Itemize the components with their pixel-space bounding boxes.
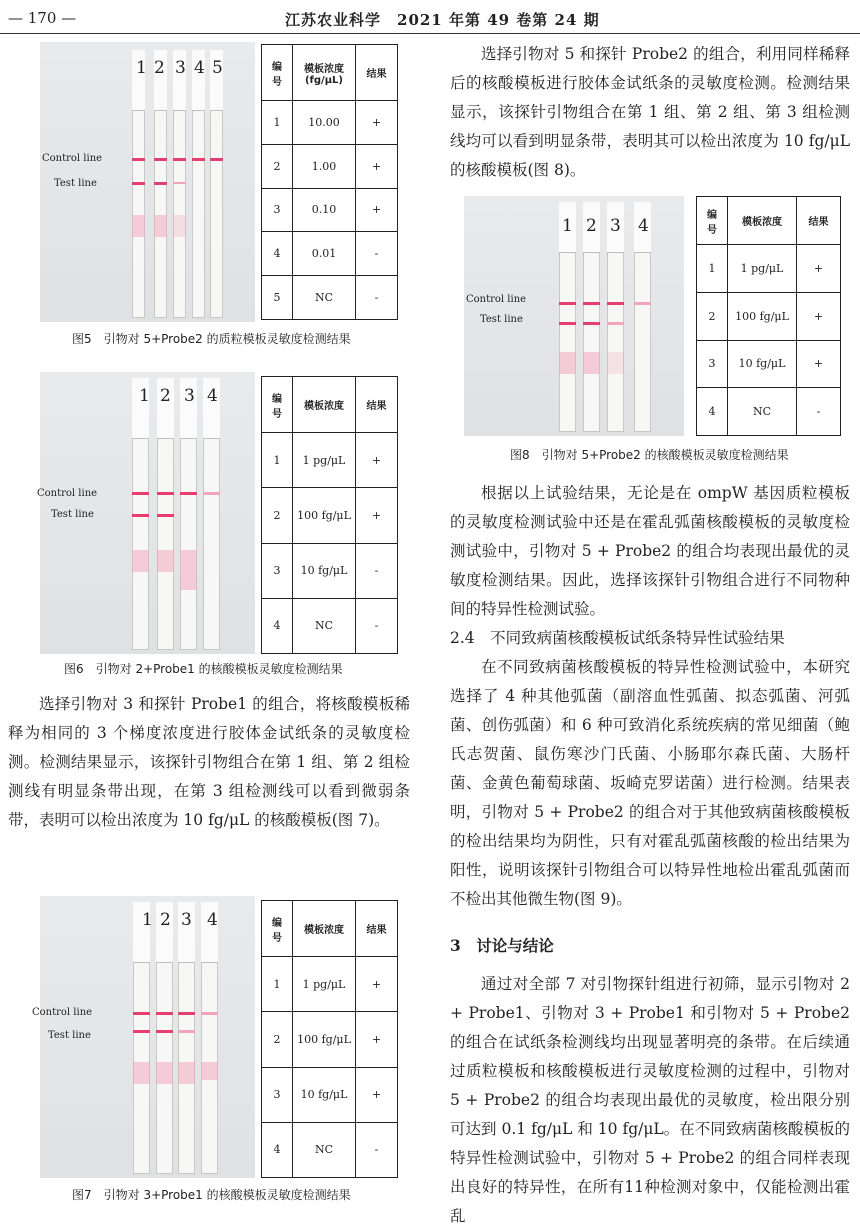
table-cell: 1 [262,101,293,145]
strip-number: 4 [194,58,205,78]
figure-5-table [261,44,398,320]
col-header-num: 编 号 [262,377,293,433]
table-cell: 4 [262,1122,293,1177]
right-paragraph-3: 在不同致病菌核酸模板的特异性检测试验中，本研究选择了 4 种其他弧菌（副溶血性弧菌、拟态弧菌、河弧菌、创伤弧菌）和 6 种可致消化系统疾病的常见细菌（鲍氏志贺菌、鼠伤寒沙门氏菌、小肠耶尔森氏菌、大肠杆菌、金黄色葡萄球菌、坂崎克罗诺菌）进行检测。结果表明，引物对 5 + Probe2 的组合对于其他致病菌核酸模板的检出结果均为阴性，只有对霍乱弧菌核酸的检出结果为阳性，说明该探针引物组合可以特异性地检出霍乱弧菌而不检出其他微生物(图 9)。 [450,658,850,908]
table-row [262,598,398,653]
table-row [262,1122,398,1177]
test-strip [154,50,167,318]
test-line-label: Test line [480,314,523,325]
table-cell: - [356,598,398,653]
table-cell: 100 fg/μL [293,1012,356,1067]
table-row [262,488,398,543]
table-cell: 2 [262,1012,293,1067]
table-cell: + [356,188,398,232]
table-row [262,188,398,232]
test-strip [607,202,624,432]
strip-number: 2 [160,386,171,406]
test-strip [203,378,220,650]
strip-number: 2 [154,58,165,78]
table-cell: 3 [262,188,293,232]
test-line-label: Test line [48,1030,91,1041]
table-cell: + [356,144,398,188]
table-cell: + [356,101,398,145]
table-cell: 10.00 [293,101,356,145]
table-cell: - [356,1122,398,1177]
col-header-num: 编 号 [262,45,293,101]
figure-5-caption: 图5 引物对 5+Probe2 的质粒模板灵敏度检测结果 [72,332,351,346]
strip-number: 2 [160,910,171,930]
table-cell: + [797,292,841,340]
test-strip [132,378,149,650]
table-cell: - [356,543,398,598]
figure-5-photo [40,42,255,322]
table-cell: 2 [697,292,728,340]
col-header-conc: 模板浓度 [293,377,356,433]
table-cell: + [356,957,398,1012]
table-cell: - [356,232,398,276]
test-strip [583,202,600,432]
col-header-result: 结果 [356,45,398,101]
table-cell: 4 [262,232,293,276]
table-row [262,1012,398,1067]
test-strip [173,50,186,318]
test-line-label: Test line [54,178,97,189]
table-row [697,340,841,388]
table-cell: NC [293,276,356,320]
test-strip [559,202,576,432]
table-row [697,245,841,293]
table-cell: NC [293,598,356,653]
table-cell: 2 [262,488,293,543]
table-row [262,276,398,320]
col-header-num: 编 号 [697,197,728,245]
figure-7-caption: 图7 引物对 3+Probe1 的核酸模板灵敏度检测结果 [72,1188,351,1202]
test-strip [157,378,174,650]
section-3-heading: 3 讨论与结论 [450,936,554,955]
table-cell: NC [728,388,797,436]
col-header-conc: 模板浓度 (fg/μL) [293,45,356,101]
right-paragraph-4: 通过对全部 7 对引物探针组进行初筛，显示引物对 2 + Probe1、引物对 3 + Probe1 和引物对 5 + Probe2 的组合在试纸条检测线均出现显著明亮的条带。在后续通过质粒模板和核酸模板进行灵敏度检测的过程中，引物对 5 + Probe2 的组合均表现出最优的灵敏度，检出限分别可达到 0.1 fg/μL 和 10 fg/μL。在不同致病菌核酸模板的特异性检测试验中，引物对 5 + Probe2 的组合同样表现出良好的特异性，在所有11种检测对象中，仅能检测出霍乱 [450,975,850,1225]
test-strip [180,378,197,650]
strip-number: 4 [207,910,218,930]
table-row [262,433,398,488]
running-header [0,0,860,34]
test-line-label: Test line [51,509,94,520]
strip-number: 3 [184,386,195,406]
header-rule [0,33,860,34]
col-header-result: 结果 [356,377,398,433]
left-paragraph: 选择引物对 3 和探针 Probe1 的组合，将核酸模板稀释为相同的 3 个梯度浓度进行胶体金试纸条的灵敏度检测。检测结果显示，该探针引物组合在第 1 组、第 2 组检测线有明显条带出现，在第 3 组检测线可以看到微弱条带，表明可以检出浓度为 10 fg/μL 的核酸模板(图 7)。 [8,695,410,829]
table-cell: + [356,1012,398,1067]
table-cell: + [797,245,841,293]
table-cell: + [797,340,841,388]
test-strip [156,902,173,1174]
table-cell: 2 [262,144,293,188]
col-header-conc: 模板浓度 [728,197,797,245]
strip-number: 1 [142,910,153,930]
table-cell: 3 [697,340,728,388]
table-cell: 0.01 [293,232,356,276]
table-row [262,101,398,145]
journal-title: 江苏农业科学 2021 年第 49 卷第 24 期 [285,11,600,29]
table-cell: 1 [697,245,728,293]
table-cell: 1 pg/μL [728,245,797,293]
col-header-conc: 模板浓度 [293,901,356,957]
table-cell: 3 [262,1067,293,1122]
table-cell: 3 [262,543,293,598]
table-cell: 4 [262,598,293,653]
table-row [697,388,841,436]
strip-number: 4 [207,386,218,406]
strip-number: 1 [562,216,573,236]
control-line-label: Control line [37,488,98,499]
col-header-result: 结果 [797,197,841,245]
test-strip [210,50,223,318]
figure-7-table [261,900,398,1178]
table-cell: 5 [262,276,293,320]
figure-8-caption: 图8 引物对 5+Probe2 的核酸模板灵敏度检测结果 [510,448,789,462]
strip-number: 3 [181,910,192,930]
strip-number: 1 [136,58,147,78]
test-strip [634,202,651,432]
right-paragraph-1: 选择引物对 5 和探针 Probe2 的组合，利用同样稀释后的核酸模板进行胶体金试纸条的灵敏度检测。检测结果显示，该探针引物组合在第 1 组、第 2 组、第 3 组检测线均可以看到明显条带，表明其可以检出浓度为 10 fg/μL 的核酸模板(图 8)。 [450,45,850,179]
strip-number: 1 [139,386,150,406]
table-cell: 10 fg/μL [293,1067,356,1122]
table-row [697,292,841,340]
col-header-num: 编 号 [262,901,293,957]
table-cell: 0.10 [293,188,356,232]
section-2-4-heading: 2.4 不同致病菌核酸模板试纸条特异性试验结果 [450,629,785,647]
table-cell: 10 fg/μL [293,543,356,598]
table-cell: 10 fg/μL [728,340,797,388]
table-cell: 4 [697,388,728,436]
figure-8-table [696,196,841,436]
table-cell: 100 fg/μL [728,292,797,340]
control-line-label: Control line [32,1007,93,1018]
figure-6-photo [37,372,255,654]
table-cell: - [356,276,398,320]
test-strip [201,902,218,1174]
table-row [262,957,398,1012]
test-strip [133,902,150,1174]
figure-6-caption: 图6 引物对 2+Probe1 的核酸模板灵敏度检测结果 [64,662,343,676]
strip-number: 2 [586,216,597,236]
test-strip [132,50,145,318]
table-cell: 1 [262,957,293,1012]
table-row [262,543,398,598]
table-cell: 1.00 [293,144,356,188]
table-cell: NC [293,1122,356,1177]
figure-8-photo [464,196,684,436]
table-cell: + [356,433,398,488]
table-cell: + [356,488,398,543]
table-row [262,232,398,276]
strip-number: 5 [212,58,223,78]
table-cell: - [797,388,841,436]
test-strip [192,50,205,318]
control-line-label: Control line [466,294,527,305]
table-cell: 1 [262,433,293,488]
table-cell: 1 pg/μL [293,433,356,488]
strip-number: 3 [175,58,186,78]
strip-number: 3 [610,216,621,236]
strip-number: 4 [638,216,649,236]
table-cell: 100 fg/μL [293,488,356,543]
table-row [262,1067,398,1122]
table-cell: 1 pg/μL [293,957,356,1012]
table-row [262,144,398,188]
figure-6-table [261,376,398,654]
control-line-label: Control line [42,153,103,164]
table-cell: + [356,1067,398,1122]
test-strip [178,902,195,1174]
page-number: — 170 — [8,9,77,27]
right-paragraph-2: 根据以上试验结果，无论是在 ompW 基因质粒模板的灵敏度检测试验中还是在霍乱弧菌核酸模板的灵敏度检测试验中，引物对 5 + Probe2 的组合均表现出最优的灵敏度检测结果。因此，选择该探针引物组合进行不同物种间的特异性检测试验。 [450,484,850,618]
figure-7-photo [32,896,255,1178]
col-header-result: 结果 [356,901,398,957]
